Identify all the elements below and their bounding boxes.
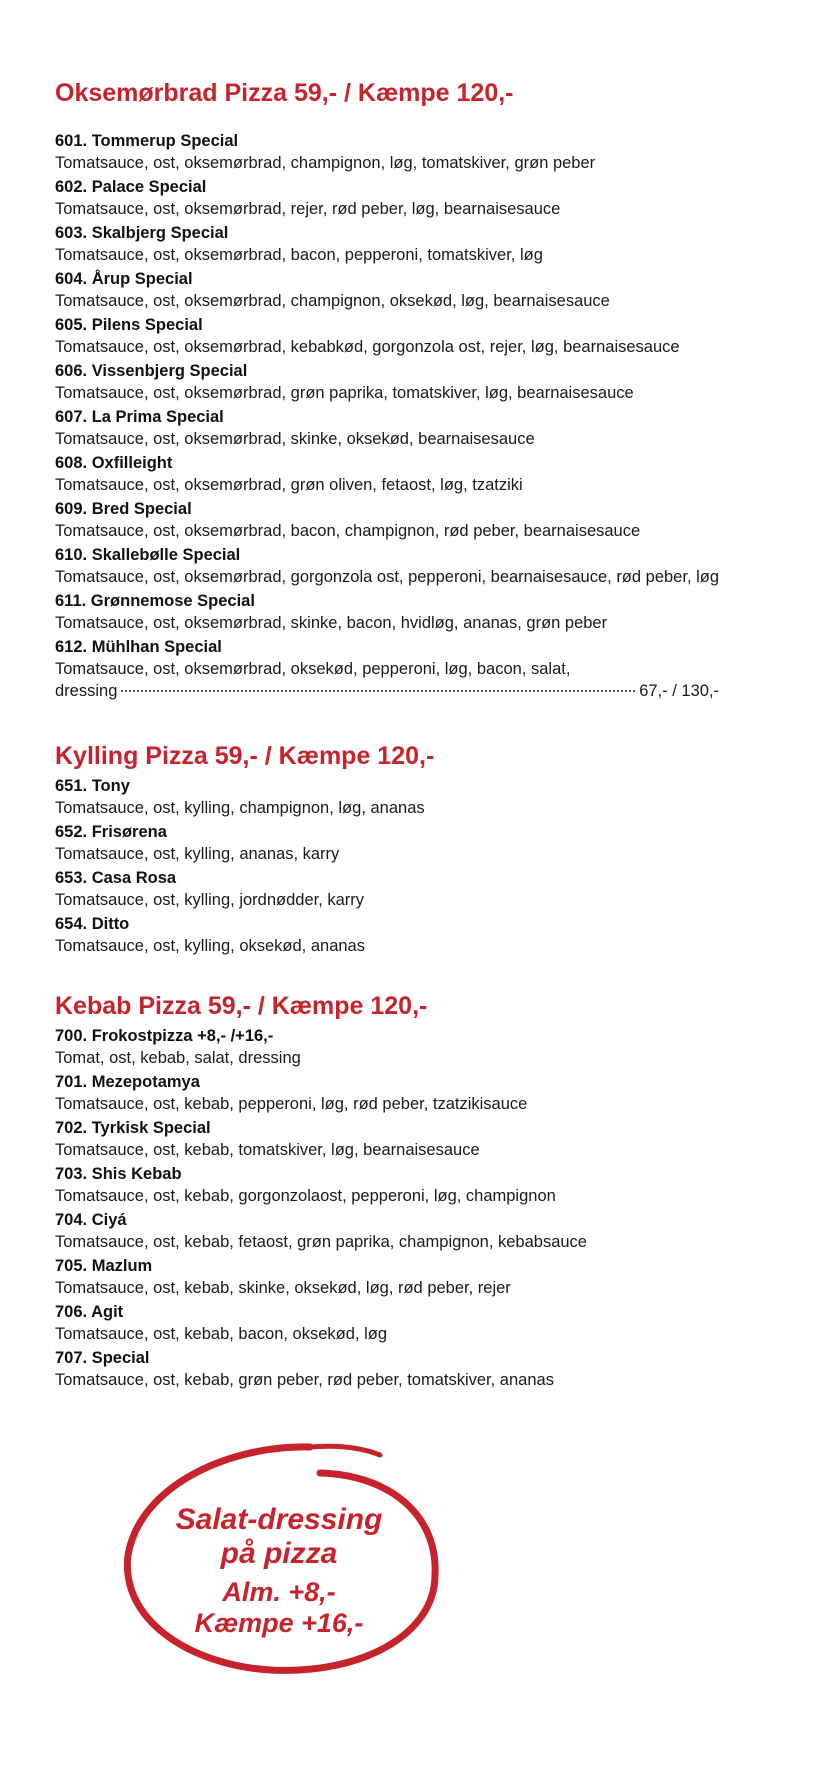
menu-item bbox=[55, 1025, 587, 1069]
section-kebab bbox=[55, 991, 587, 1391]
item-description: Tomatsauce, ost, oksemørbrad, champignon, løg, tomatskiver, grøn peber bbox=[55, 154, 596, 172]
section-title: Kebab Pizza 59,- / Kæmpe 120,- bbox=[55, 992, 428, 1020]
item-description: Tomatsauce, ost, oksemørbrad, bacon, champignon, rød peber, bearnaisesauce bbox=[55, 522, 641, 540]
item-name: 602. Palace Special bbox=[55, 178, 207, 196]
item-description: Tomatsauce, ost, oksemørbrad, bacon, pepperoni, tomatskiver, løg bbox=[55, 246, 543, 264]
item-list bbox=[55, 775, 434, 957]
item-name: 604. Årup Special bbox=[55, 270, 193, 288]
item-name: 601. Tommerup Special bbox=[55, 132, 239, 150]
menu-item bbox=[55, 314, 719, 358]
item-name: 603. Skalbjerg Special bbox=[55, 224, 229, 242]
item-description: Tomatsauce, ost, kylling, champignon, løg, ananas bbox=[55, 799, 425, 817]
section-title: Kylling Pizza 59,- / Kæmpe 120,- bbox=[55, 742, 435, 770]
item-name: 607. La Prima Special bbox=[55, 408, 224, 426]
item-name: 652. Frisørena bbox=[55, 823, 167, 841]
item-name: 611. Grønnemose Special bbox=[55, 592, 255, 610]
menu-item bbox=[55, 268, 719, 312]
item-name: 609. Bred Special bbox=[55, 500, 192, 518]
badge-subtitle: på pizza bbox=[220, 1537, 338, 1570]
menu-item bbox=[55, 360, 719, 404]
item-description: Tomatsauce, ost, oksemørbrad, oksekød, pepperoni, løg, bacon, salat, bbox=[55, 660, 571, 678]
dot-leader bbox=[121, 690, 635, 692]
item-description-continued: dressing bbox=[55, 682, 118, 700]
item-name: 612. Mühlhan Special bbox=[55, 638, 222, 656]
badge-price-regular: Alm. +8,- bbox=[222, 1577, 336, 1607]
salat-dressing-badge bbox=[120, 1435, 450, 1685]
menu-item bbox=[55, 867, 434, 911]
menu-item bbox=[55, 590, 719, 634]
item-name: 610. Skallebølle Special bbox=[55, 546, 241, 564]
menu-item bbox=[55, 1255, 587, 1299]
badge-title: Salat-dressing bbox=[175, 1503, 383, 1536]
item-name: 701. Mezepotamya bbox=[55, 1073, 200, 1091]
item-list bbox=[55, 1025, 587, 1391]
item-description: Tomatsauce, ost, kebab, fetaost, grøn paprika, champignon, kebabsauce bbox=[55, 1233, 587, 1251]
item-description: Tomatsauce, ost, oksemørbrad, skinke, oksekød, bearnaisesauce bbox=[55, 430, 535, 448]
menu-item bbox=[55, 498, 719, 542]
item-price: 67,- / 130,- bbox=[639, 682, 720, 700]
section-oksemorbrad bbox=[55, 78, 719, 702]
menu-item bbox=[55, 1071, 587, 1115]
badge-text bbox=[120, 1503, 438, 1639]
menu-item bbox=[55, 222, 719, 266]
menu-item bbox=[55, 1117, 587, 1161]
item-name: 702. Tyrkisk Special bbox=[55, 1119, 211, 1137]
section-title: Oksemørbrad Pizza 59,- / Kæmpe 120,- bbox=[55, 79, 514, 107]
menu-item bbox=[55, 544, 719, 588]
item-name: 706. Agit bbox=[55, 1303, 124, 1321]
item-name: 651. Tony bbox=[55, 777, 130, 795]
item-description: Tomatsauce, ost, kebab, tomatskiver, løg, bearnaisesauce bbox=[55, 1141, 480, 1159]
menu-item bbox=[55, 636, 719, 702]
section-kylling bbox=[55, 741, 434, 957]
item-description: Tomatsauce, ost, kebab, bacon, oksekød, løg bbox=[55, 1325, 388, 1343]
item-name: 605. Pilens Special bbox=[55, 316, 203, 334]
menu-item bbox=[55, 1301, 587, 1345]
item-description: Tomat, ost, kebab, salat, dressing bbox=[55, 1049, 301, 1067]
menu-item bbox=[55, 176, 719, 220]
item-name: 606. Vissenbjerg Special bbox=[55, 362, 248, 380]
item-description-price-row bbox=[55, 680, 719, 702]
item-name: 608. Oxfilleight bbox=[55, 454, 173, 472]
item-name: 653. Casa Rosa bbox=[55, 869, 177, 887]
item-description: Tomatsauce, ost, oksemørbrad, gorgonzola ost, pepperoni, bearnaisesauce, rød peber, løg bbox=[55, 568, 720, 586]
item-description: Tomatsauce, ost, oksemørbrad, skinke, bacon, hvidløg, ananas, grøn peber bbox=[55, 614, 608, 632]
menu-item bbox=[55, 821, 434, 865]
item-name: 654. Ditto bbox=[55, 915, 130, 933]
item-description: Tomatsauce, ost, kebab, pepperoni, løg, rød peber, tzatzikisauce bbox=[55, 1095, 528, 1113]
item-description: Tomatsauce, ost, oksemørbrad, champignon, oksekød, løg, bearnaisesauce bbox=[55, 292, 610, 310]
item-description: Tomatsauce, ost, oksemørbrad, kebabkød, gorgonzola ost, rejer, løg, bearnaisesauce bbox=[55, 338, 680, 356]
badge-price-large: Kæmpe +16,- bbox=[194, 1608, 364, 1638]
menu-item bbox=[55, 1209, 587, 1253]
item-description: Tomatsauce, ost, oksemørbrad, rejer, rød peber, løg, bearnaisesauce bbox=[55, 200, 561, 218]
item-description: Tomatsauce, ost, kylling, ananas, karry bbox=[55, 845, 340, 863]
item-description: Tomatsauce, ost, kylling, jordnødder, karry bbox=[55, 891, 365, 909]
item-name: 705. Mazlum bbox=[55, 1257, 153, 1275]
item-description: Tomatsauce, ost, kebab, grøn peber, rød peber, tomatskiver, ananas bbox=[55, 1371, 554, 1389]
menu-item bbox=[55, 1163, 587, 1207]
item-list bbox=[55, 130, 719, 702]
item-description: Tomatsauce, ost, kebab, skinke, oksekød, løg, rød peber, rejer bbox=[55, 1279, 511, 1297]
item-name: 704. Ciyá bbox=[55, 1211, 127, 1229]
item-description: Tomatsauce, ost, oksemørbrad, grøn paprika, tomatskiver, løg, bearnaisesauce bbox=[55, 384, 634, 402]
menu-item bbox=[55, 913, 434, 957]
item-name: 703. Shis Kebab bbox=[55, 1165, 182, 1183]
item-description: Tomatsauce, ost, kylling, oksekød, ananas bbox=[55, 937, 365, 955]
menu-item bbox=[55, 452, 719, 496]
menu-item bbox=[55, 775, 434, 819]
item-description: Tomatsauce, ost, kebab, gorgonzolaost, pepperoni, løg, champignon bbox=[55, 1187, 556, 1205]
menu-item bbox=[55, 1347, 587, 1391]
item-name: 707. Special bbox=[55, 1349, 150, 1367]
menu-item bbox=[55, 130, 719, 174]
item-description: Tomatsauce, ost, oksemørbrad, grøn oliven, fetaost, løg, tzatziki bbox=[55, 476, 523, 494]
menu-item bbox=[55, 406, 719, 450]
item-name: 700. Frokostpizza +8,- /+16,- bbox=[55, 1027, 274, 1045]
